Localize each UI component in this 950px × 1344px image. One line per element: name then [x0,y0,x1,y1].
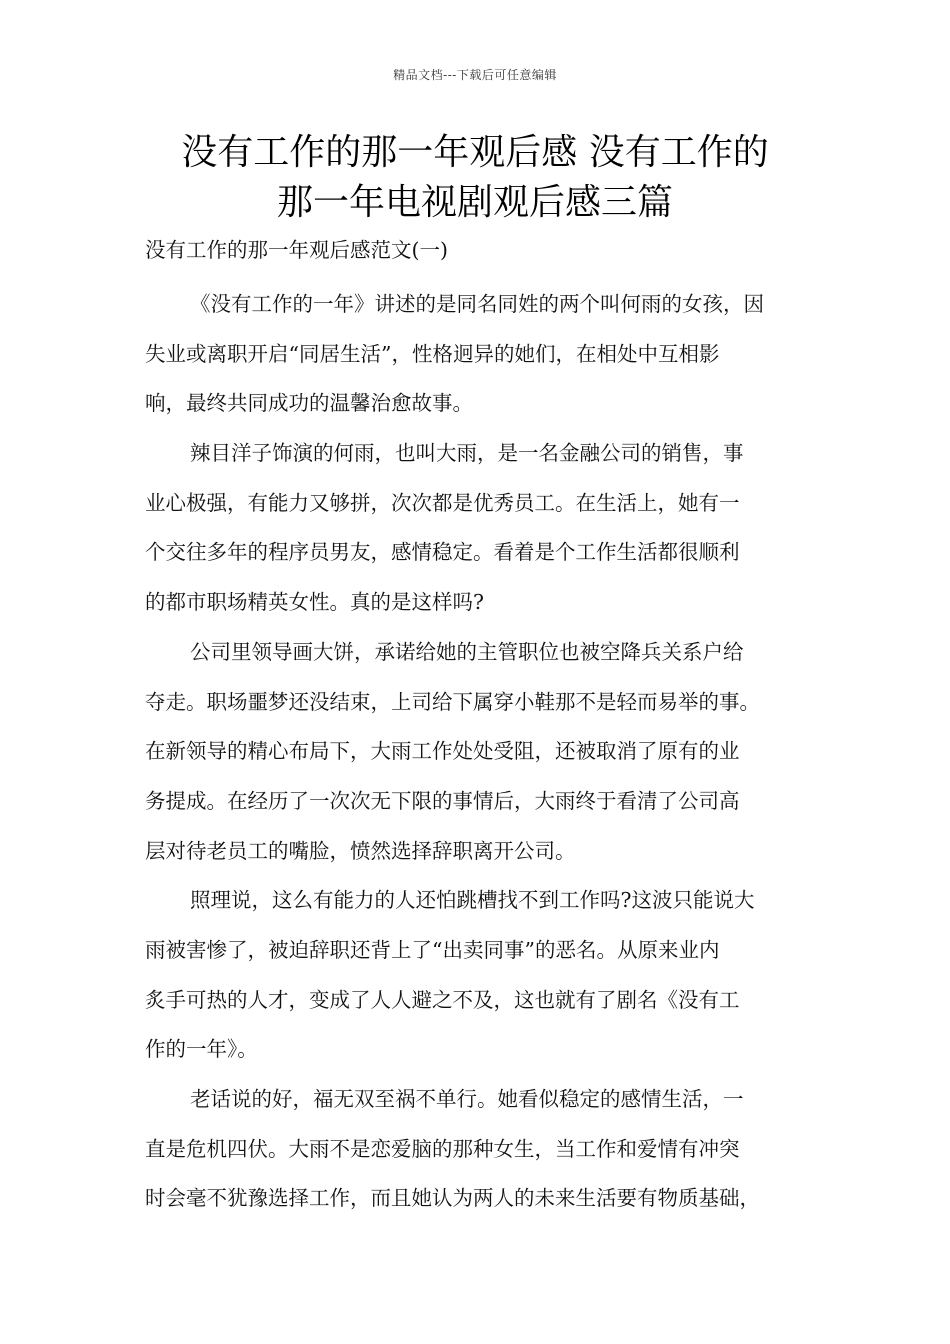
paragraph-line: 直是危机四伏。大雨不是恋爱脑的那种女生，当工作和爱情有冲突 [145,1136,740,1161]
paragraph-line: 层对待老员工的嘴脸，愤然选择辞职离开公司。 [145,838,576,863]
paragraph-line: 《没有工作的一年》讲述的是同名同姓的两个叫何雨的女孩，因 [190,292,764,316]
title-line-2: 那一年电视剧观后感三篇 [276,182,673,223]
document-title [140,128,810,228]
paragraph-line: 的都市职场精英女性。真的是这样吗? [145,590,484,615]
paragraph-line: 个交往多年的程序员男友，感情稳定。看着是个工作生活都很顺利 [145,540,740,565]
paragraph-line: 失业或离职开启“同居生活”，性格迥异的她们，在相处中互相影 [145,341,720,366]
paragraph-line: 公司里领导画大饼，承诺给她的主管职位也被空降兵关系户给 [190,639,744,664]
paragraph-line: 作的一年》。 [145,1037,258,1062]
paragraph-list [145,280,825,1224]
paragraph [145,1075,825,1224]
paragraph [145,429,825,628]
paragraph [145,280,825,429]
document-body [145,230,825,1224]
paragraph-line: 务提成。在经历了一次次无下限的事情后，大雨终于看清了公司高 [145,788,740,813]
paragraph-line: 老话说的好，福无双至祸不单行。她看似稳定的感情生活，一 [190,1087,744,1111]
paragraph-line: 时会毫不犹豫选择工作，而且她认为两人的未来生活要有物质基础， [145,1186,760,1211]
paragraph-line: 响，最终共同成功的温馨治愈故事。 [145,391,473,416]
paragraph-line: 夺走。职场噩梦还没结束，上司给下属穿小鞋那不是轻而易举的事。 [145,689,760,714]
paragraph-line: 在新领导的精心布局下，大雨工作处处受阻，还被取消了原有的业 [145,739,740,764]
paragraph-line: 业心极强，有能力又够拼，次次都是优秀员工。在生活上，她有一 [145,490,740,515]
paragraph [145,628,825,876]
paragraph-line: 辣目洋子饰演的何雨，也叫大雨，是一名金融公司的销售，事 [190,441,744,466]
paragraph [145,876,825,1075]
paragraph-line: 雨被害惨了，被迫辞职还背上了“出卖同事”的恶名。从原来业内 [145,937,720,962]
section-subtitle: 没有工作的那一年观后感范文(一) [145,238,448,262]
header-note: 精品文档---下载后可任意编辑 [393,68,557,82]
paragraph-line: 照理说，这么有能力的人还怕跳槽找不到工作吗?这波只能说大 [190,888,755,913]
title-line-1: 没有工作的那一年观后感 没有工作的 [181,132,769,173]
paragraph-line: 炙手可热的人才，变成了人人避之不及，这也就有了剧名《没有工 [145,987,740,1012]
